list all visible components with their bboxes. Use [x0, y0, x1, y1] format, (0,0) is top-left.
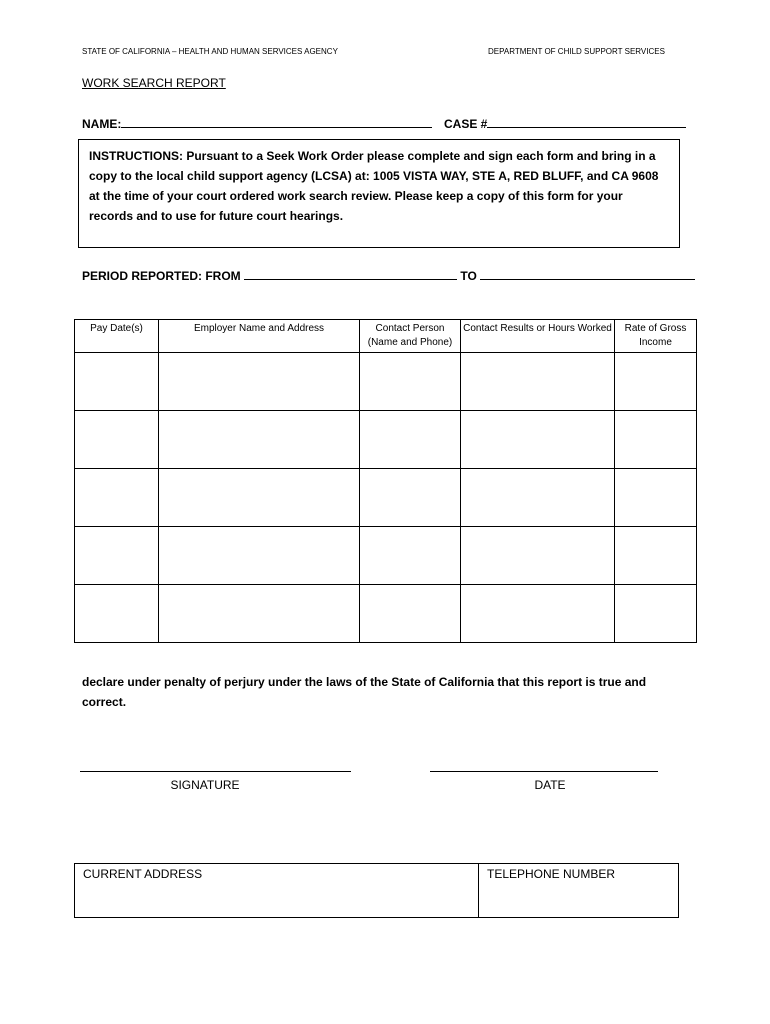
signature-label: SIGNATURE — [170, 778, 240, 792]
table-cell[interactable] — [75, 469, 159, 527]
work-search-table — [74, 319, 697, 643]
date-line[interactable] — [430, 771, 658, 772]
period-to-label: TO — [460, 269, 477, 283]
name-label: NAME: — [82, 117, 122, 131]
table-row — [75, 353, 697, 411]
col-header-gross-income: Rate of Gross Income — [615, 320, 697, 353]
table-cell[interactable] — [461, 411, 615, 469]
table-cell[interactable] — [360, 527, 461, 585]
table-header-row — [75, 320, 697, 353]
case-number-field[interactable] — [487, 116, 686, 128]
col-header-pay-dates: Pay Date(s) — [75, 320, 159, 353]
period-to-field[interactable] — [480, 268, 695, 280]
table-row — [75, 469, 697, 527]
contact-row — [75, 864, 679, 918]
table-row — [75, 411, 697, 469]
table-cell[interactable] — [461, 585, 615, 643]
table-cell[interactable] — [159, 527, 360, 585]
col-header-contact-results: Contact Results or Hours Worked — [461, 320, 615, 353]
period-from-field[interactable] — [244, 268, 457, 280]
table-cell[interactable] — [75, 353, 159, 411]
current-address-label: CURRENT ADDRESS — [83, 867, 203, 881]
col-header-contact-person: Contact Person (Name and Phone) — [360, 320, 461, 353]
case-row — [444, 116, 686, 131]
table-cell[interactable] — [615, 527, 697, 585]
table-cell[interactable] — [75, 411, 159, 469]
period-from-label: PERIOD REPORTED: FROM — [82, 269, 241, 283]
table-cell[interactable] — [615, 469, 697, 527]
name-row — [82, 116, 432, 131]
table-cell[interactable] — [360, 411, 461, 469]
table-cell[interactable] — [360, 585, 461, 643]
form-title: WORK SEARCH REPORT — [82, 76, 226, 90]
name-field[interactable] — [121, 116, 432, 128]
table-row — [75, 585, 697, 643]
table-row — [75, 527, 697, 585]
instructions-box: INSTRUCTIONS: Pursuant to a Seek Work Order please complete and sign each form and bring in a copy to the local child support agency (LCSA) at: 1005 VISTA WAY, STE A, RED BLUFF, and CA 9608 at the time of your court ordered work search review. Please keep a copy of this form for your records and to use for future court hearings. — [78, 139, 680, 248]
table-cell[interactable] — [75, 585, 159, 643]
case-label: CASE # — [444, 117, 488, 131]
telephone-label: TELEPHONE NUMBER — [487, 867, 616, 881]
table-cell[interactable] — [615, 585, 697, 643]
table-cell[interactable] — [360, 469, 461, 527]
table-cell[interactable] — [159, 469, 360, 527]
agency-header: STATE OF CALIFORNIA – HEALTH AND HUMAN SERVICES AGENCY — [82, 47, 338, 56]
table-cell[interactable] — [615, 411, 697, 469]
signature-line[interactable] — [80, 771, 351, 772]
date-label: DATE — [534, 778, 566, 792]
perjury-declaration: declare under penalty of perjury under the laws of the State of California that this report is true and correct. — [82, 675, 647, 709]
table-cell[interactable] — [461, 527, 615, 585]
table-cell[interactable] — [461, 353, 615, 411]
table-cell[interactable] — [159, 585, 360, 643]
table-cell[interactable] — [461, 469, 615, 527]
department-header: DEPARTMENT OF CHILD SUPPORT SERVICES — [488, 47, 665, 56]
table-cell[interactable] — [75, 527, 159, 585]
current-address-field[interactable] — [75, 864, 479, 918]
period-row — [82, 268, 695, 283]
col-header-employer: Employer Name and Address — [159, 320, 360, 353]
table-cell[interactable] — [360, 353, 461, 411]
table-cell[interactable] — [615, 353, 697, 411]
table-cell[interactable] — [159, 411, 360, 469]
contact-table — [74, 863, 679, 918]
table-cell[interactable] — [159, 353, 360, 411]
telephone-field[interactable] — [479, 864, 679, 918]
